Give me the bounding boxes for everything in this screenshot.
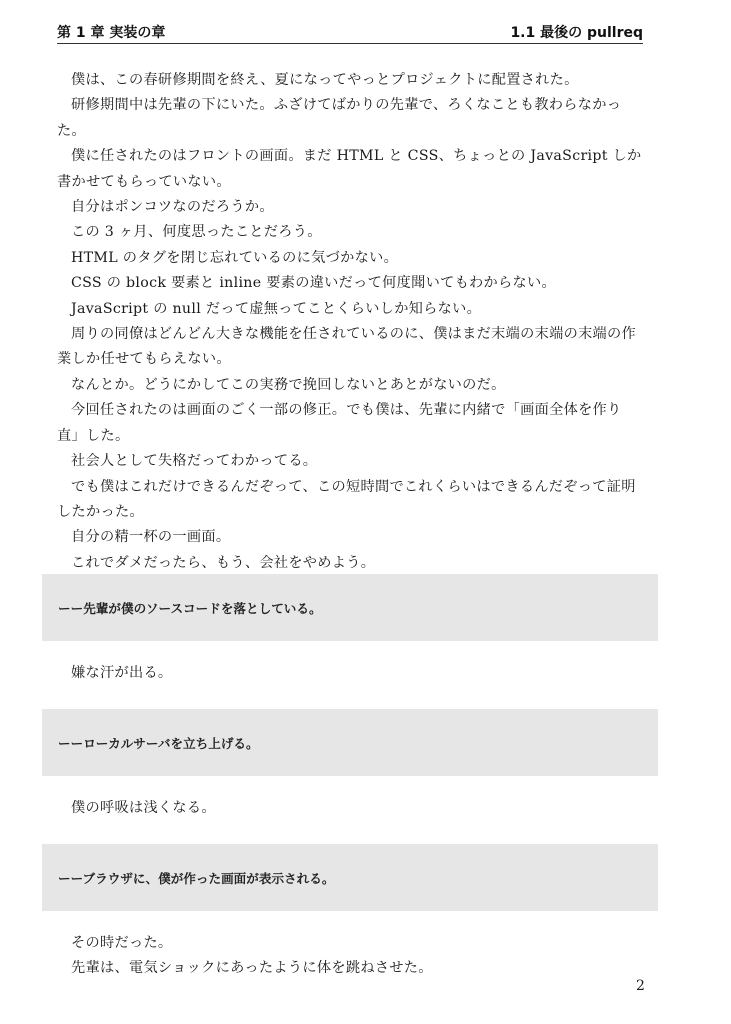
paragraph: 僕は、この春研修期間を終え、夏になってやっとプロジェクトに配置された。 — [71, 72, 579, 88]
narration-box: ーー先輩が僕のソースコードを落としている。 — [42, 574, 658, 641]
paragraph: 僕に任されたのはフロントの画面。まだ HTML と CSS、ちょっとの JavaScript しか書かせてもらっていない。 — [57, 148, 642, 190]
chapter-title: 第 1 章 実装の章 — [57, 25, 166, 41]
paragraph: 今回任されたのは画面のごく一部の修正。でも僕は、先輩に内緒で「画面全体を作り直」した。 — [57, 402, 622, 444]
paragraph: 社会人として失格だってわかってる。 — [71, 453, 318, 470]
paragraph: JavaScript の null だって虚無ってことくらいしか知らない。 — [71, 300, 482, 317]
paragraph-block — [57, 931, 643, 982]
paragraph: その時だった。 — [71, 935, 173, 951]
section-title: 1.1 最後の pullreq — [510, 25, 643, 41]
paragraph: 周りの同僚はどんどん大きな機能を任されているのに、僕はまだ末端の末端の末端の作業しか任せてもらえない。 — [57, 326, 637, 368]
paragraph: 先輩は、電気ショックにあったように体を跳ねさせた。 — [71, 960, 433, 977]
paragraph-block — [57, 661, 643, 686]
paragraph: 僕の呼吸は浅くなる。 — [71, 800, 216, 816]
paragraph: 嫌な汗が出る。 — [71, 665, 173, 681]
main-text — [57, 68, 643, 576]
paragraph: 自分はポンコツなのだろうか。 — [71, 199, 274, 216]
paragraph: 自分の精一杯の一画面。 — [71, 529, 231, 546]
paragraph: 研修期間中は先輩の下にいた。ふざけてばかりの先輩で、ろくなことも教わらなかった。 — [57, 97, 622, 139]
narration-box: ーーローカルサーバを立ち上げる。 — [42, 709, 658, 776]
narration-box: ーーブラウザに、僕が作った画面が表示される。 — [42, 844, 658, 911]
paragraph: なんとか。どうにかしてこの実務で挽回しないとあとがないのだ。 — [71, 376, 506, 393]
paragraph: でも僕はこれだけできるんだぞって、この短時間でこれくらいはできるんだぞって証明したかった。 — [57, 478, 636, 520]
paragraph-block — [57, 796, 643, 821]
paragraph: CSS の block 要素と inline 要素の違いだって何度聞いてもわからない。 — [71, 275, 556, 292]
paragraph: この 3 ヶ月、何度思ったことだろう。 — [71, 224, 322, 241]
running-header — [57, 21, 643, 44]
page-number: 2 — [636, 978, 645, 994]
paragraph: これでダメだったら、もう、会社をやめよう。 — [71, 554, 376, 571]
paragraph: HTML のタグを閉じ忘れているのに気づかない。 — [71, 249, 399, 266]
